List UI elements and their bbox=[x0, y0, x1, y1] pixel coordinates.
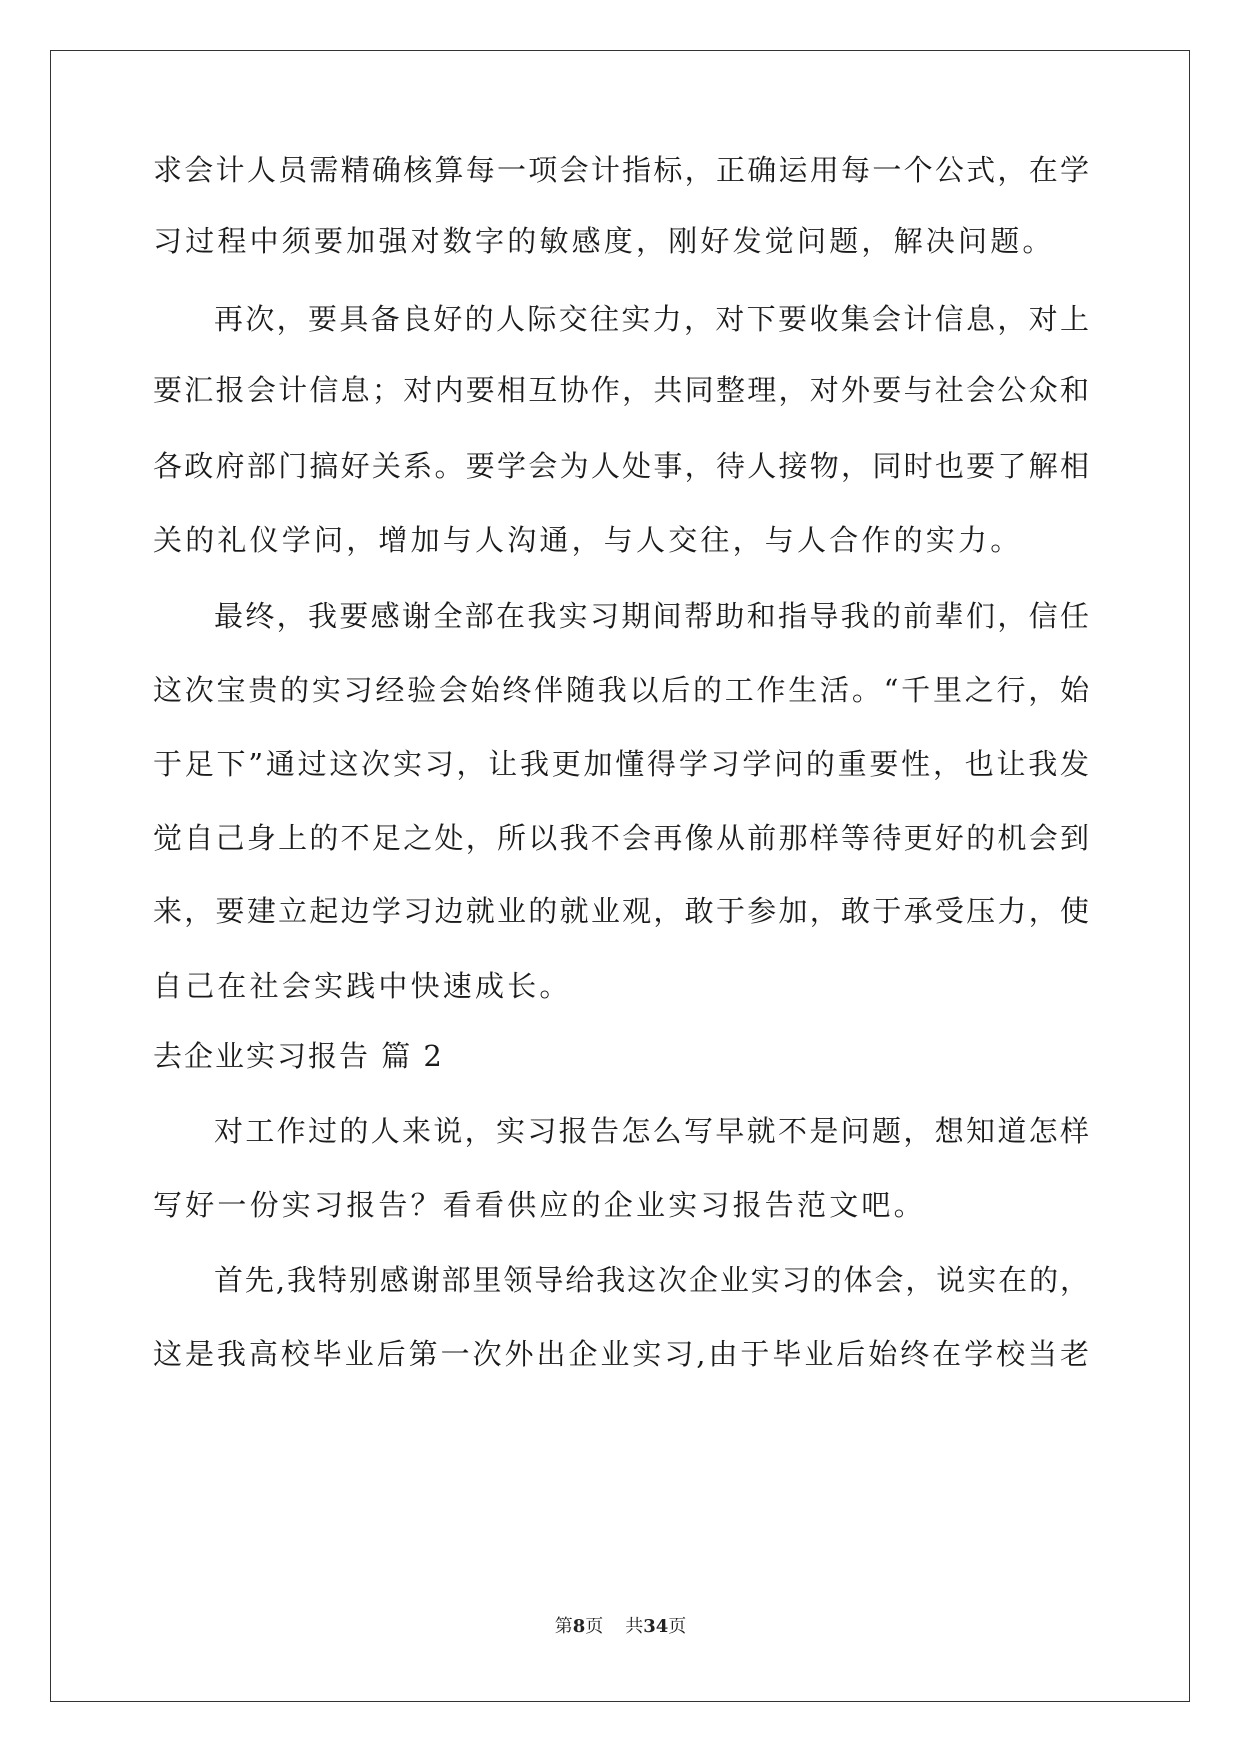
text-line: 这次宝贵的实习经验会始终伴随我以后的工作生活。“千里之行，始 bbox=[153, 673, 1089, 707]
paragraph-first-line: 首先,我特别感谢部里领导给我这次企业实习的体会，说实在的， bbox=[214, 1263, 1089, 1297]
text-line: 各政府部门搞好关系。要学会为人处事，待人接物，同时也要了解相 bbox=[153, 449, 1089, 483]
page-border bbox=[50, 50, 1190, 1702]
text-line: 这是我高校毕业后第一次外出企业实习,由于毕业后始终在学校当老 bbox=[153, 1337, 1089, 1371]
page-number: 8 bbox=[572, 1616, 586, 1637]
text-line: 要汇报会计信息；对内要相互协作，共同整理，对外要与社会公众和 bbox=[153, 373, 1089, 407]
text-line: 求会计人员需精确核算每一项会计指标，正确运用每一个公式，在学 bbox=[153, 153, 1089, 187]
paragraph-first-line: 对工作过的人来说，实习报告怎么写早就不是问题，想知道怎样 bbox=[214, 1114, 1089, 1148]
text-line: 自己在社会实践中快速成长。 bbox=[153, 969, 572, 1003]
total-prefix: 共 bbox=[625, 1616, 644, 1637]
text-line: 写好一份实习报告？看看供应的企业实习报告范文吧。 bbox=[153, 1188, 926, 1222]
page-suffix: 页 bbox=[585, 1616, 604, 1637]
paragraph-first-line: 再次，要具备良好的人际交往实力，对下要收集会计信息，对上 bbox=[214, 302, 1089, 336]
paragraph-first-line: 最终，我要感谢全部在我实习期间帮助和指导我的前辈们，信任 bbox=[214, 599, 1089, 633]
total-pages: 34 bbox=[643, 1616, 669, 1637]
page-prefix: 第 bbox=[554, 1616, 573, 1637]
text-line: 觉自己身上的不足之处，所以我不会再像从前那样等待更好的机会到 bbox=[153, 821, 1089, 855]
text-line: 来，要建立起边学习边就业的就业观，敢于参加，敢于承受压力，使 bbox=[153, 894, 1089, 928]
page-footer bbox=[0, 1612, 1241, 1638]
text-line: 关的礼仪学问，增加与人沟通，与人交往，与人合作的实力。 bbox=[153, 523, 1023, 557]
text-line: 于足下”通过这次实习，让我更加懂得学习学问的重要性，也让我发 bbox=[153, 747, 1089, 781]
section-heading: 去企业实习报告 篇 2 bbox=[153, 1039, 444, 1073]
text-line: 习过程中须要加强对数字的敏感度，刚好发觉问题，解决问题。 bbox=[153, 224, 1055, 258]
total-suffix: 页 bbox=[668, 1616, 687, 1637]
